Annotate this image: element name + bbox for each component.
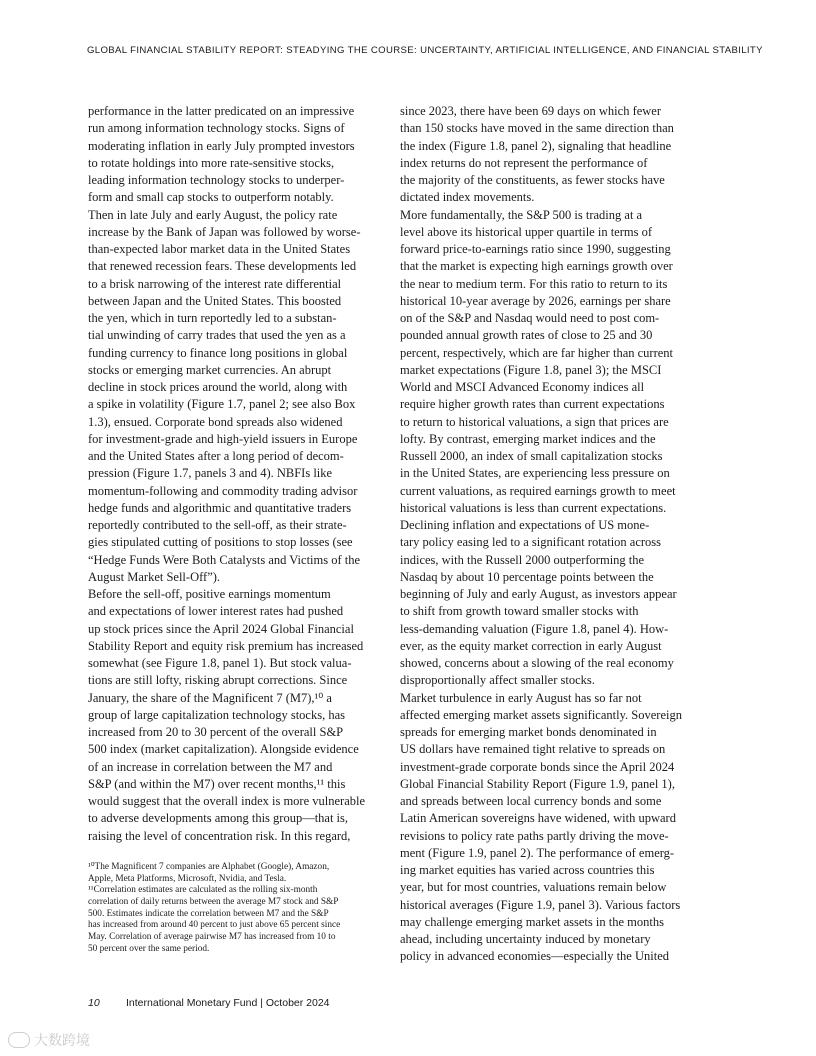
body-text-line: disproportionally affect smaller stocks. xyxy=(400,673,595,688)
body-text-line: revisions to policy rate paths partly driving the move- xyxy=(400,828,669,843)
body-text-line: Russell 2000, an index of small capitalization stocks xyxy=(400,449,663,463)
body-text-line: in the United States, are experiencing less pressure on xyxy=(400,466,670,481)
body-text-line: tial unwinding of carry trades that used the yen as a xyxy=(88,328,346,343)
body-text-line: increase by the Bank of Japan was followed by worse- xyxy=(88,224,361,239)
body-text-line: that renewed recession fears. These developments led xyxy=(88,259,357,274)
body-text-line: run among information technology stocks. Signs of xyxy=(88,121,345,136)
body-text-line: policy in advanced economies—especially the United xyxy=(400,949,670,964)
body-text-line: More fundamentally, the S&P 500 is trading at a xyxy=(400,207,643,222)
body-text-line: the majority of the constituents, as fewer stocks have xyxy=(400,173,665,187)
body-text-line: raising the level of concentration risk. In this regard, xyxy=(88,828,351,843)
body-text-line: percent, respectively, which are far higher than current xyxy=(400,345,674,360)
body-text-line: up stock prices since the April 2024 Global Financial xyxy=(88,621,354,636)
body-text-line: 500 index (market capitalization). Alongside evidence xyxy=(88,742,359,757)
body-text-line: US dollars have remained tight relative to spreads on xyxy=(400,742,666,757)
running-header: GLOBAL FINANCIAL STABILITY REPORT: STEADYING THE COURSE: UNCERTAINTY, ARTIFICIAL INTELLIGENCE, AND FINANCIAL STABILITY xyxy=(87,45,763,56)
body-text-line: than 150 stocks have moved in the same direction than xyxy=(400,121,674,136)
footnote-line: ¹¹Correlation estimates are calculated as the rolling six-month xyxy=(88,885,318,896)
body-text-line: historical averages (Figure 1.9, panel 3). Various factors xyxy=(400,897,681,912)
body-text-line: Global Financial Stability Report (Figure 1.9, panel 1), xyxy=(400,776,675,791)
body-text-line: moderating inflation in early July prompted investors xyxy=(88,138,355,153)
body-text-line: ever, as the equity market correction in early August xyxy=(400,638,662,653)
watermark-logo-icon xyxy=(8,1032,30,1048)
body-text-line: investment-grade corporate bonds since the April 2024 xyxy=(400,759,675,774)
body-text-line: somewhat (see Figure 1.8, panel 1). But stock valua- xyxy=(88,656,352,670)
footnote-line: 50 percent over the same period. xyxy=(88,943,210,954)
body-text-line: ing market equities has varied across countries this xyxy=(400,863,655,877)
body-text-line: less-demanding valuation (Figure 1.8, panel 4). How- xyxy=(400,621,669,636)
body-text-line: the near to medium term. For this ratio to return to its xyxy=(400,276,668,291)
footnote-line: Apple, Meta Platforms, Microsoft, Nvidia, and Tesla. xyxy=(88,873,287,884)
body-text-line: pression (Figure 1.7, panels 3 and 4). NBFIs like xyxy=(88,466,333,481)
body-text-line: Before the sell-off, positive earnings momentum xyxy=(88,587,331,601)
body-text-line: Market turbulence in early August has so far not xyxy=(400,690,642,705)
page-footer xyxy=(88,997,330,1009)
body-text-line: and spreads between local currency bonds and some xyxy=(400,794,662,808)
body-text-line: since 2023, there have been 69 days on which fewer xyxy=(400,104,662,118)
body-text-line: of an increase in correlation between the M7 and xyxy=(88,759,333,774)
body-text-line: reportedly contributed to the sell-off, as their strate- xyxy=(88,518,347,532)
body-text-line: index returns do not represent the performance of xyxy=(400,155,648,170)
body-text-line: dictated index movements. xyxy=(400,190,535,205)
body-text-line: that the market is expecting high earnings growth over xyxy=(400,259,673,274)
body-text-line: historical valuations is less than current expectations. xyxy=(400,500,667,515)
body-text-line: funding currency to finance long positions in global xyxy=(88,345,348,360)
footer-source: International Monetary Fund | October 2024 xyxy=(126,997,330,1009)
body-text-line: group of large capitalization technology stocks, has xyxy=(88,707,345,722)
body-text-line: form and small cap stocks to outperform notably. xyxy=(88,190,334,205)
body-text-line: ahead, including uncertainty induced by monetary xyxy=(400,932,651,946)
right-column xyxy=(400,103,688,966)
body-text-line: Stability Report and equity risk premium has increased xyxy=(88,638,364,653)
body-text-line: require higher growth rates than current expectations xyxy=(400,397,665,412)
body-text-line: Latin American sovereigns have widened, with upward xyxy=(400,811,676,826)
body-text-line: ment (Figure 1.9, panel 2). The performance of emerg- xyxy=(400,845,675,860)
body-text-line: January, the share of the Magnificent 7 (M7),¹⁰ a xyxy=(88,690,332,705)
body-text-line: 1.3), ensued. Corporate bond spreads also widened xyxy=(88,414,343,429)
body-text-line: pounded annual growth rates of close to 25 and 30 xyxy=(400,328,653,343)
body-text-line: World and MSCI Advanced Economy indices all xyxy=(400,380,645,394)
body-text-line: spreads for emerging market bonds denominated in xyxy=(400,725,657,739)
body-text-line: market expectations (Figure 1.8, panel 3); the MSCI xyxy=(400,362,662,377)
body-text-line: tions are still lofty, risking abrupt corrections. Since xyxy=(88,673,348,688)
body-text-line: to shift from growth toward smaller stocks with xyxy=(400,604,639,619)
body-text-line: to return to historical valuations, a sign that prices are xyxy=(400,414,669,429)
body-text-line: Nasdaq by about 10 percentage points between the xyxy=(400,569,654,584)
body-text-line: stocks or emerging market currencies. An abrupt xyxy=(88,362,332,377)
body-text-line: “Hedge Funds Were Both Catalysts and Victims of the xyxy=(88,552,361,567)
body-text-line: showed, concerns about a slowing of the real economy xyxy=(400,656,674,670)
body-text-line: decline in stock prices around the world, along with xyxy=(88,380,348,394)
body-text-line: indices, with the Russell 2000 outperforming the xyxy=(400,552,645,567)
body-text-line: would suggest that the overall index is more vulnerable xyxy=(88,794,366,808)
body-text-line: historical 10-year average by 2026, earnings per share xyxy=(400,293,671,308)
body-text-line: and the United States after a long period of decom- xyxy=(88,449,344,463)
watermark-text: 大数跨境 xyxy=(34,1033,90,1049)
body-text-line: a spike in volatility (Figure 1.7, panel 2; see also Box xyxy=(88,397,356,412)
body-text-line: gies stipulated cutting of positions to stop losses (see xyxy=(88,535,353,550)
body-text-line: Then in late July and early August, the policy rate xyxy=(88,207,338,222)
page-number: 10 xyxy=(88,997,100,1009)
body-text-line: level above its historical upper quartile in terms of xyxy=(400,224,653,239)
body-text-line: Declining inflation and expectations of US mone- xyxy=(400,518,650,532)
body-text-line: for investment-grade and high-yield issuers in Europe xyxy=(88,431,358,446)
body-text-line: to a brisk narrowing of the interest rate differential xyxy=(88,276,342,291)
body-text-line: between Japan and the United States. This boosted xyxy=(88,293,342,308)
body-text-line: to rotate holdings into more rate-sensitive stocks, xyxy=(88,155,335,170)
body-text-line: performance in the latter predicated on an impressive xyxy=(88,104,355,118)
body-text-line: lofty. By contrast, emerging market indices and the xyxy=(400,431,656,446)
body-text-line: the index (Figure 1.8, panel 2), signaling that headline xyxy=(400,138,672,153)
body-text-line: forward price-to-earnings ratio since 1990, suggesting xyxy=(400,242,671,256)
watermark xyxy=(8,1030,90,1050)
body-text-line: may challenge emerging market assets in the months xyxy=(400,914,664,929)
body-text-line: August Market Sell-Off”). xyxy=(88,569,221,584)
footnote-line: May. Correlation of average pairwise M7 has increased from 10 to xyxy=(88,932,336,943)
footnote-line: has increased from around 40 percent to just above 65 percent since xyxy=(88,920,341,931)
body-text-line: leading information technology stocks to underper- xyxy=(88,173,345,187)
body-text-line: than-expected labor market data in the United States xyxy=(88,242,351,256)
body-text-line: to adverse developments among this group—that is, xyxy=(88,811,349,826)
left-column xyxy=(88,103,376,845)
body-text-line: S&P (and within the M7) over recent months,¹¹ this xyxy=(88,776,346,791)
body-text-line: current valuations, as required earnings growth to meet xyxy=(400,483,676,498)
body-text-line: on of the S&P and Nasdaq would need to post com- xyxy=(400,311,660,325)
body-text-line: tary policy easing led to a significant rotation across xyxy=(400,535,662,550)
footnote-line: 500. Estimates indicate the correlation between M7 and the S&P xyxy=(88,908,329,919)
body-text-line: hedge funds and algorithmic and quantitative traders xyxy=(88,500,352,515)
body-text-line: and expectations of lower interest rates had pushed xyxy=(88,604,344,619)
body-text-line: year, but for most countries, valuations remain below xyxy=(400,880,667,895)
footnotes xyxy=(88,862,378,956)
footnote-line: correlation of daily returns between the average M7 stock and S&P xyxy=(88,897,339,908)
footnote-line: ¹⁰The Magnificent 7 companies are Alphabet (Google), Amazon, xyxy=(88,862,330,872)
body-text-line: affected emerging market assets significantly. Sovereign xyxy=(400,707,682,722)
body-text-line: increased from 20 to 30 percent of the overall S&P xyxy=(88,725,344,739)
body-text-line: beginning of July and early August, as investors appear xyxy=(400,587,677,601)
body-text-line: the yen, which in turn reportedly led to a substan- xyxy=(88,311,337,325)
body-text-line: momentum-following and commodity trading advisor xyxy=(88,483,358,498)
